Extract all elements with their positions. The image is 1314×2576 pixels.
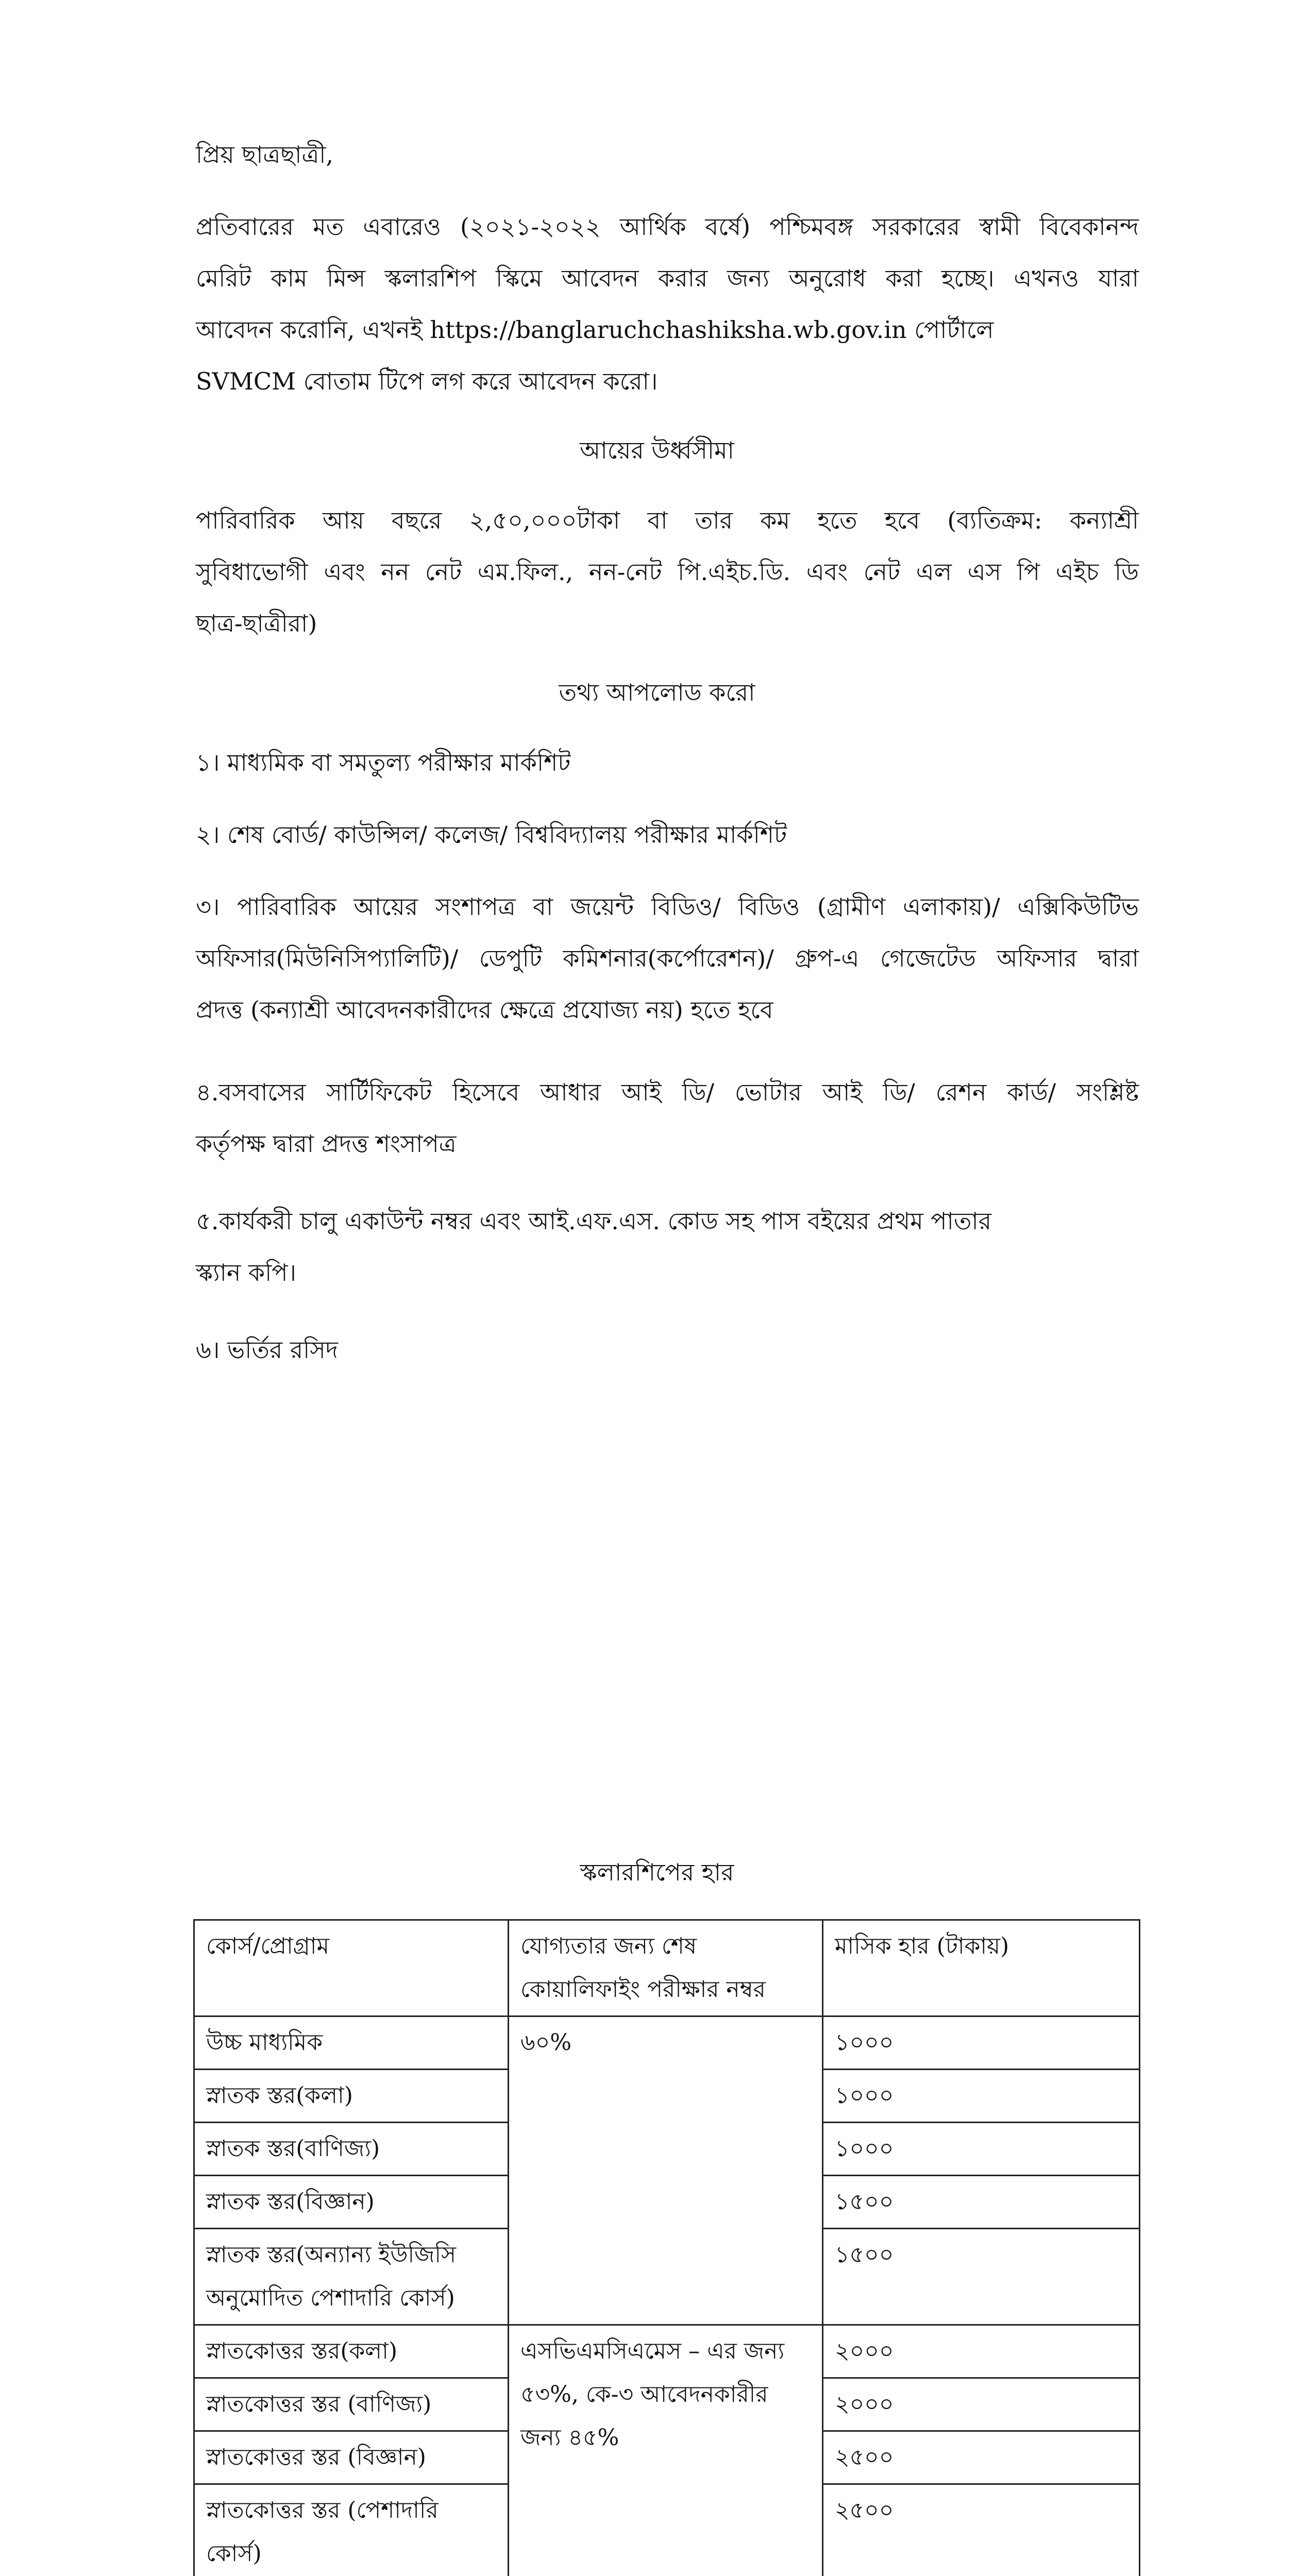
marks-cell: এসভিএমসিএমেস – এর জন্য ৫৩%, কে-৩ আবেদনকারীর জন্য ৪৫%	[509, 2325, 823, 2576]
course-cell: স্নাতক স্তর(বাণিজ্য)	[194, 2123, 509, 2176]
upload-item-line: প্রদত্ত (কন্যাশ্রী আবেদনকারীদের ক্ষেত্রে প্রযোজ্য নয়) হতে হবে	[196, 996, 773, 1024]
salutation: প্রিয় ছাত্রছাত্রী,	[196, 141, 334, 168]
table-row	[194, 2016, 1140, 2070]
course-cell: স্নাতকোত্তর স্তর (পেশাদারি কোর্স)	[194, 2484, 509, 2576]
upload-item-line: ৫.কার্যকরী চালু একাউন্ট নম্বর এবং আই.এফ.এস. কোড সহ পাস বইয়ের প্রথম পাতার	[196, 1207, 992, 1235]
intro-line: SVMCM বোতাম টিপে লগ করে আবেদন করো।	[196, 367, 658, 395]
header-marks: যোগ্যতার জন্য শেষ কোয়ালিফাইং পরীক্ষার নম্বর	[509, 1920, 823, 2016]
course-cell: স্নাতকোত্তর স্তর (বাণিজ্য)	[194, 2378, 509, 2431]
income-heading: আয়ের উর্ধ্বসীমা	[580, 436, 734, 464]
rate-cell: ১০০০	[823, 2070, 1140, 2123]
header-rate: মাসিক হার (টাকায়)	[823, 1920, 1140, 2016]
upload-heading: তথ্য আপলোড করো	[559, 679, 755, 706]
course-cell: স্নাতকোত্তর স্তর (বিজ্ঞান)	[194, 2431, 509, 2484]
upload-item-line: কর্তৃপক্ষ দ্বারা প্রদত্ত শংসাপত্র	[196, 1130, 457, 1158]
rate-cell: ১৫০০	[823, 2229, 1140, 2325]
course-cell: স্নাতক স্তর(বিজ্ঞান)	[194, 2176, 509, 2229]
income-line: পারিবারিক আয় বছরে ২,৫০,০০০টাকা বা তার কম হতে হবে (ব্যতিক্রম: কন্যাশ্রী	[196, 506, 1139, 534]
rate-cell: ২০০০	[823, 2378, 1140, 2431]
rate-cell: ১৫০০	[823, 2176, 1140, 2229]
course-cell: স্নাতকোত্তর স্তর(কলা)	[194, 2325, 509, 2378]
rate-cell: ১০০০	[823, 2016, 1140, 2070]
rate-cell: ১০০০	[823, 2123, 1140, 2176]
table-row	[194, 2325, 1140, 2378]
rate-cell: ২৫০০	[823, 2484, 1140, 2576]
rates-heading: স্কলারশিপের হার	[580, 1858, 734, 1886]
course-cell: উচ্চ মাধ্যমিক	[194, 2016, 509, 2070]
upload-item-line: ৪.বসবাসের সার্টিফিকেট হিসেবে আধার আই ডি/ ভোটার আই ডি/ রেশন কার্ড/ সংশ্লিষ্ট	[196, 1078, 1139, 1106]
intro-line: মেরিট কাম মিন্স স্কলারশিপ স্কিমে আবেদন করার জন্য অনুরোধ করা হচ্ছে। এখনও যারা	[196, 264, 1139, 292]
header-course: কোর্স/প্রোগ্রাম	[194, 1920, 509, 2016]
upload-item-2: ২। শেষ বোর্ড/ কাউন্সিল/ কলেজ/ বিশ্ববিদ্যালয় পরীক্ষার মার্কশিট	[196, 821, 787, 849]
upload-item-1: ১। মাধ্যমিক বা সমতুল্য পরীক্ষার মার্কশিট	[196, 749, 571, 776]
upload-item-6: ৬। ভর্তির রসিদ	[196, 1336, 338, 1364]
upload-item-line: স্ক্যান কপি।	[196, 1259, 296, 1286]
income-line: সুবিধাভোগী এবং নন নেট এম.ফিল., নন-নেট পি.এইচ.ডি. এবং নেট এল এস পি এইচ ডি	[196, 558, 1139, 586]
marks-cell: ৬০%	[509, 2016, 823, 2325]
course-cell: স্নাতক স্তর(অন্যান্য ইউজিসি অনুমোদিত পেশাদারি কোর্স)	[194, 2229, 509, 2325]
intro-line: প্রতিবারের মত এবারেও (২০২১-২০২২ আর্থিক বর্ষে) পশ্চিমবঙ্গ সরকারের স্বামী বিবেকানন্দ	[196, 213, 1139, 241]
upload-item-line: ৩। পারিবারিক আয়ের সংশাপত্র বা জয়েন্ট বিডিও/ বিডিও (গ্রামীণ এলাকায়)/ এক্সিকিউটিভ	[196, 893, 1139, 921]
income-line: ছাত্র-ছাত্রীরা)	[196, 609, 317, 637]
rate-cell: ২০০০	[823, 2325, 1140, 2378]
intro-line: আবেদন করোনি, এখনই https://banglaruchchashiksha.wb.gov.in পোর্টালে	[196, 316, 994, 344]
table-header-row	[194, 1920, 1140, 2016]
upload-item-line: অফিসার(মিউনিসিপ্যালিটি)/ ডেপুটি কমিশনার(কর্পোরেশন)/ গ্রুপ-এ গেজেটেড অফিসার দ্বারা	[196, 944, 1139, 972]
rate-cell: ২৫০০	[823, 2431, 1140, 2484]
scholarship-rates-table	[193, 1919, 1140, 2576]
course-cell: স্নাতক স্তর(কলা)	[194, 2070, 509, 2123]
